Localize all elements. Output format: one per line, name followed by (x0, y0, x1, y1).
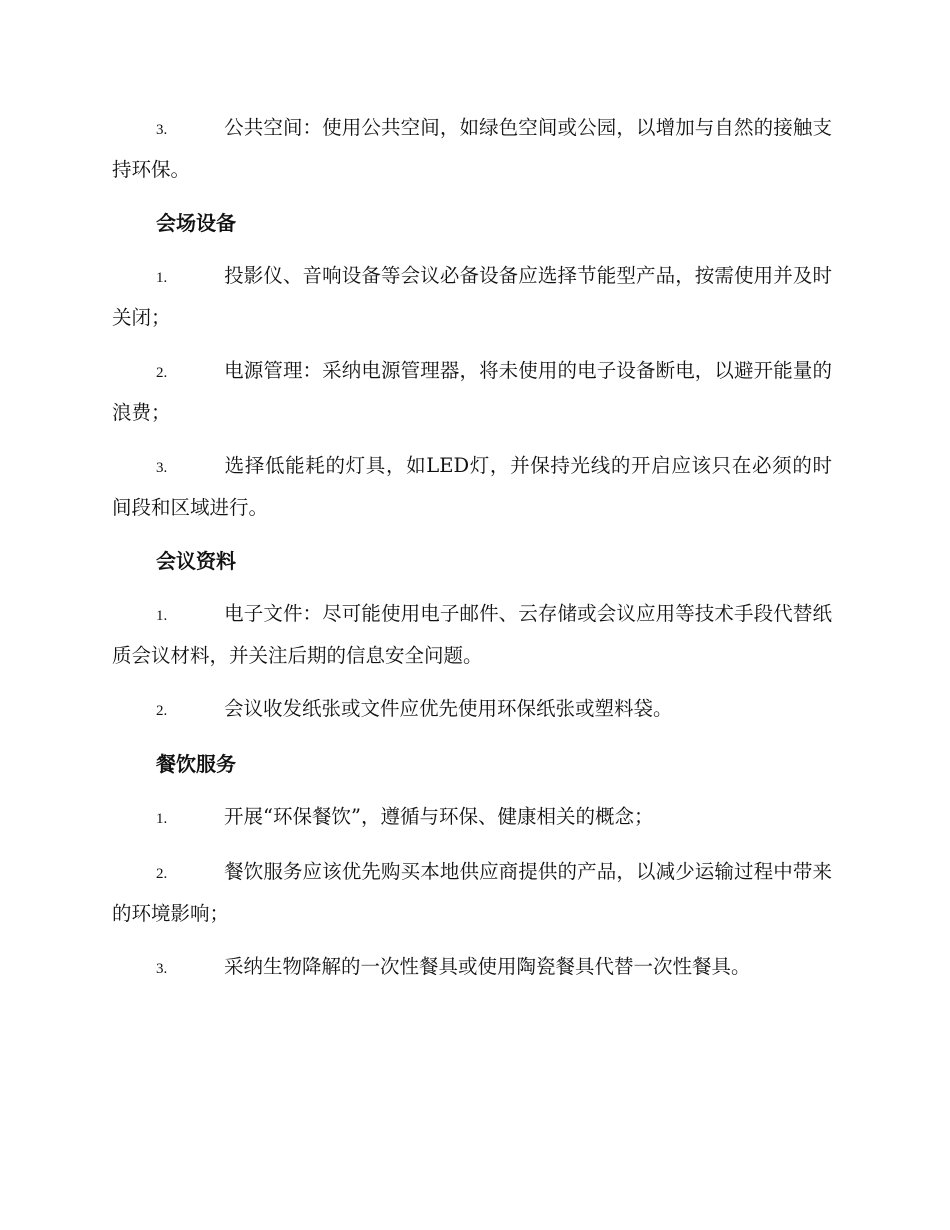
list-item (112, 446, 832, 528)
section-heading-catering: 餐饮服务 (156, 752, 236, 776)
list-item (112, 797, 832, 839)
list-number: 1. (156, 608, 168, 624)
list-number: 2. (156, 703, 168, 719)
list-item (112, 351, 832, 433)
document-body (112, 108, 832, 1002)
section-heading-meeting-materials: 会议资料 (156, 549, 236, 573)
list-item-text: 电子文件：尽可能使用电子邮件、云存储或会议应用等技术手段代替纸质会议材料，并关注后期的信息安全问题。 (112, 602, 832, 667)
list-item (112, 256, 832, 338)
list-item-text: 电源管理：采纳电源管理器，将未使用的电子设备断电，以避开能量的浪费； (112, 359, 832, 424)
list-item (112, 852, 832, 934)
list-item-text: 选择低能耗的灯具，如LED灯，并保持光线的开启应该只在必须的时间段和区域进行。 (112, 454, 832, 519)
list-item-text: 公共空间：使用公共空间，如绿色空间或公园，以增加与自然的接触支持环保。 (112, 116, 832, 181)
list-number: 1. (156, 811, 168, 827)
list-number: 3. (156, 460, 168, 476)
list-number: 2. (156, 365, 168, 381)
list-item (112, 947, 832, 989)
list-item-text: 投影仪、音响设备等会议必备设备应选择节能型产品，按需使用并及时关闭； (112, 264, 832, 329)
list-item-text: 会议收发纸张或文件应优先使用环保纸张或塑料袋。 (224, 697, 673, 720)
list-number: 1. (156, 270, 168, 286)
section-heading-venue-equipment: 会场设备 (156, 211, 236, 235)
list-item (112, 689, 832, 731)
list-item-text: 开展“环保餐饮”，遵循与环保、健康相关的概念； (224, 805, 654, 828)
list-number: 2. (156, 866, 168, 882)
list-number: 3. (156, 122, 168, 138)
list-number: 3. (156, 961, 168, 977)
list-item (112, 594, 832, 676)
list-item-text: 餐饮服务应该优先购买本地供应商提供的产品，以减少运输过程中带来的环境影响； (112, 860, 832, 925)
list-item (112, 108, 832, 190)
list-item-text: 采纳生物降解的一次性餐具或使用陶瓷餐具代替一次性餐具。 (224, 955, 751, 978)
